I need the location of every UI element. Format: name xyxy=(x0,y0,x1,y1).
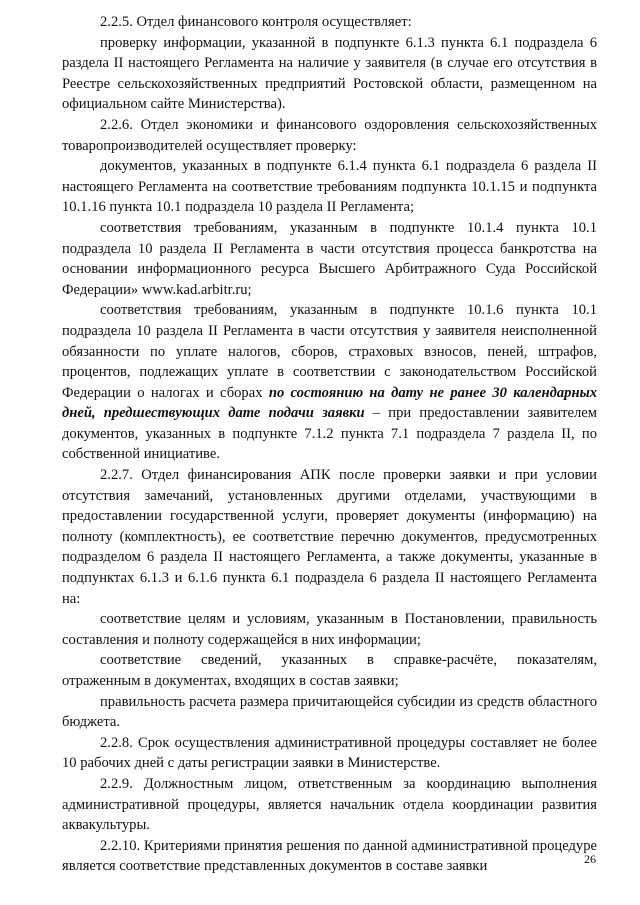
paragraph-2-2-5-item: проверку информации, указанной в подпункте 6.1.3 пункта 6.1 подраздела 6 раздела II настоящего Регламента на наличие у заявителя (в случае его отсутствия в Реестре сельскохозяйственных предприятий Ростовской области, размещенном на официальном сайте Министерства). xyxy=(62,34,597,113)
paragraph-2-2-7-item-3: правильность расчета размера причитающейся субсидии из средств областного бюджета. xyxy=(62,693,597,731)
paragraph-2-2-7: 2.2.7. Отдел финансирования АПК после проверки заявки и при условии отсутствия замечаний, установленных другими отделами, участвующими в предоставлении государственной услуги, проверяет документы (информацию) на полноту (комплектность), ее соответствие перечню документов, предусмотренных подразделом 6 раздела II настоящего Регламента, а также документы, указанные в подпунктах 6.1.3 и 6.1.6 пункта 6.1 подраздела 6 раздела II настоящего Регламента на: xyxy=(62,467,597,607)
paragraph-2-2-9: 2.2.9. Должностным лицом, ответственным за координацию выполнения административной процедуры, является начальник отдела координации развития аквакультуры. xyxy=(62,775,597,834)
paragraph-2-2-8: 2.2.8. Срок осуществления административной процедуры составляет не более 10 рабочих дней с даты регистрации заявки в Министерстве. xyxy=(62,734,597,772)
paragraph-2-2-7-item-1: соответствие целям и условиям, указанным в Постановлении, правильность составления и полноту содержащейся в них информации; xyxy=(62,611,597,648)
paragraph-2-2-7-item-2: соответствие сведений, указанных в справке-расчёте, показателям, отраженным в документах, входящих в состав заявки; xyxy=(62,652,597,689)
paragraph-2-2-6-item-1: документов, указанных в подпункте 6.1.4 пункта 6.1 подраздела 6 раздела II настоящего Регламента на соответствие требованиям подпункта 10.1.15 и подпункта 10.1.16 пункта 10.1 подраздела 10 раздела II Регламента; xyxy=(62,158,597,216)
paragraph-2-2-5: 2.2.5. Отдел финансового контроля осуществляет: xyxy=(100,14,412,30)
paragraph-2-2-6: 2.2.6. Отдел экономики и финансового оздоровления сельскохозяйственных товаропроизводителей осуществляет проверку: xyxy=(62,116,597,154)
document-page xyxy=(62,12,597,877)
paragraph-2-2-6-item-2: соответствия требованиям, указанным в подпункте 10.1.4 пункта 10.1 подраздела 10 раздела II Регламента в части отсутствия процесса банкротства на основании информационного ресурса Высшего Арбитражного Суда Российской Федерации» www.kad.arbitr.ru; xyxy=(62,219,597,298)
page-number: 26 xyxy=(584,852,596,866)
emphasized-deadline-text: по состоянию на дату не ранее 30 календарных дней, предшествующих дате подачи заявки xyxy=(62,384,597,422)
paragraph-2-2-10: 2.2.10. Критериями принятия решения по данной административной процедуре является соответствие представленных документов в составе заявки xyxy=(62,837,597,875)
paragraph-2-2-6-item-3 xyxy=(62,300,597,465)
paragraph-text-before: соответствия требованиям, указанным в подпункте 10.1.6 пункта 10.1 подраздела 10 раздела II Регламента в части отсутствия у заявителя неисполненной обязанности по уплате налогов, сборов, страховых взносов, пеней, штрафов, процентов, подлежащих уплате в соответствии с законодательством Российской Федерации о налогах и сборах xyxy=(62,302,597,401)
paragraph-text-after: – при предоставлении заявителем документов, указанных в подпункте 7.1.2 пункта 7.1 подраздела 7 раздела II, по собственной инициативе. xyxy=(62,405,597,463)
